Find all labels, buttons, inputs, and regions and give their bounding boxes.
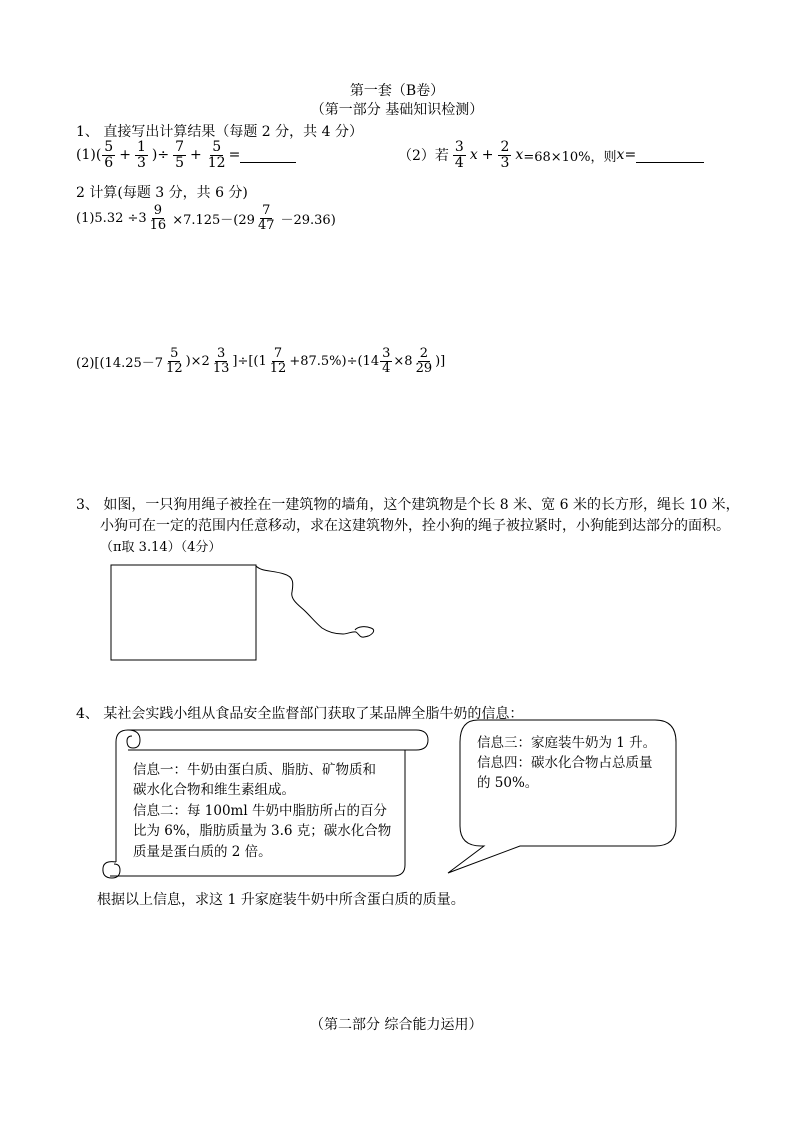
q1-heading: 1、 直接写出计算结果（每题 2 分，共 4 分） xyxy=(76,124,363,140)
fraction: $\frac{3}{4}$ xyxy=(454,139,464,171)
scroll-line: 信息二：每 100ml 牛奶中脂肪所占的百分 xyxy=(133,803,387,819)
expr-part: (2)[(14.25－7 xyxy=(76,355,164,371)
fraction: $\frac{5}{6}$ xyxy=(104,139,114,171)
expr-part: ×7.125－(29 xyxy=(172,212,255,228)
fraction: $\frac{7}{12}$ xyxy=(269,346,287,376)
fraction: $\frac{2}{29}$ xyxy=(415,346,433,376)
fraction: $\frac{9}{16}$ xyxy=(149,203,167,233)
expr-part: (1)5.32 ÷3 xyxy=(76,210,147,226)
building-rectangle xyxy=(111,565,256,660)
expr-part: ×8 xyxy=(393,353,413,369)
q1p1-prefix: (1)( xyxy=(76,147,102,164)
fraction: $\frac{7}{47}$ xyxy=(257,203,275,233)
q3-text-line-1: 3、 如图，一只狗用绳子被拴在一建筑物的墙角，这个建筑物是个长 8 米、宽 6 米的长方形，绳长 10 米， xyxy=(76,497,740,513)
scroll-line: 碳水化合物和维生素组成。 xyxy=(133,782,295,798)
variable: x xyxy=(616,147,625,164)
fraction: $\frac{5}{12}$ xyxy=(166,346,183,376)
expr-part: ]÷[(1 xyxy=(232,353,267,369)
fraction: $\frac{1}{3}$ xyxy=(136,139,146,171)
q1p2-rest: =68×10%，则 xyxy=(523,149,617,165)
q3-text-line-3: （π取 3.14）（4分） xyxy=(100,540,222,555)
expr-part: )×2 xyxy=(185,353,210,369)
fraction: $\frac{5}{12}$ xyxy=(207,139,226,171)
variable: x xyxy=(469,147,478,164)
expr-part: －29.36) xyxy=(280,212,336,228)
equals: = xyxy=(228,147,241,164)
operator: + xyxy=(119,147,131,164)
bubble-line: 信息三：家庭装牛奶为 1 升。 xyxy=(477,735,657,751)
scroll-line: 信息一：牛奶由蛋白质、脂肪、矿物质和 xyxy=(133,762,376,778)
operator: + xyxy=(190,147,202,164)
variable: x xyxy=(515,147,524,164)
scroll-line: 比为 6%，脂肪质量为 3.6 克；碳水化合物 xyxy=(133,823,392,839)
equals: = xyxy=(624,147,637,164)
fraction: $\frac{3}{13}$ xyxy=(212,346,230,376)
section-subtitle: （第一部分 基础知识检测） xyxy=(310,102,484,118)
rope-line xyxy=(256,566,374,637)
operator: + xyxy=(481,147,494,164)
q1p2-prefix: （2）若 xyxy=(398,148,449,165)
expr-part: )] xyxy=(435,353,446,369)
fraction: $\frac{7}{5}$ xyxy=(175,139,184,171)
operator: )÷ xyxy=(151,147,170,164)
page-title: 第一套（B卷） xyxy=(349,83,445,99)
expr-part: +87.5%)÷(14 xyxy=(289,353,380,369)
q3-text-line-2: 小狗可在一定的范围内任意移动，求在这建筑物外，拴小狗的绳子被拉紧时，小狗能到达部分的面积。 xyxy=(100,518,730,534)
scroll-line: 质量是蛋白质的 2 倍。 xyxy=(133,844,272,860)
part-two-heading: （第二部分 综合能力运用） xyxy=(310,1017,483,1033)
bubble-line: 信息四：碳水化合物占总质量 xyxy=(477,755,653,771)
fraction: $\frac{2}{3}$ xyxy=(500,139,510,171)
q4-question: 根据以上信息，求这 1 升家庭装牛奶中所含蛋白质的质量。 xyxy=(97,892,465,908)
q4-heading: 4、 某社会实践小组从食品安全监督部门获取了某品牌全脂牛奶的信息： xyxy=(76,706,524,722)
bubble-line: 的 50%。 xyxy=(477,775,539,791)
fraction: $\frac{3}{4}$ xyxy=(382,346,391,376)
q2-heading: 2 计算(每题 3 分，共 6 分) xyxy=(76,185,248,201)
